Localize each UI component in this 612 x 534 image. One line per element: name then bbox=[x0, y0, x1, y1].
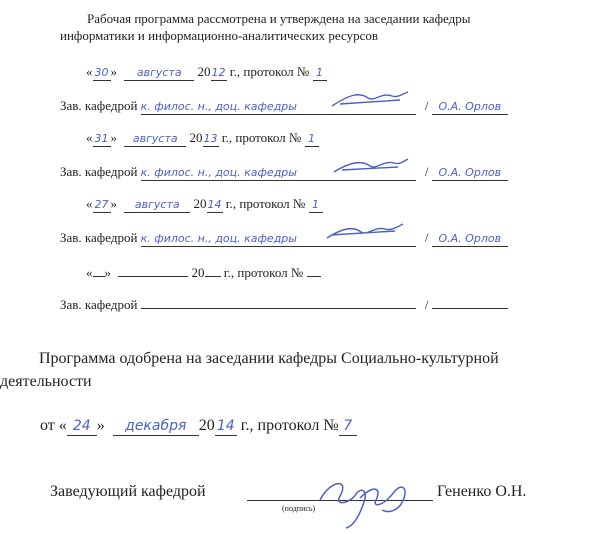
head-of-dept-label: Зав. кафедрой bbox=[60, 98, 138, 113]
head-of-dept-label: Зав. кафедрой bbox=[60, 297, 138, 312]
approval-text-line-1: Программа одобрена на заседании кафедры Социально-культурной bbox=[39, 350, 499, 367]
header-line-1: Рабочая программа рассмотрена и утверждена на заседании кафедры bbox=[87, 11, 471, 26]
approval-1-date-line: « 30 » августа 2012 г., протокол № 1 bbox=[86, 64, 327, 81]
approval-4-year bbox=[205, 262, 221, 277]
head-of-dept-label: Зав. кафедрой bbox=[60, 230, 138, 245]
approval-4-name bbox=[432, 294, 508, 309]
approval-4-month bbox=[118, 262, 188, 277]
approval-1-protocol: 1 bbox=[313, 66, 327, 81]
approval-4-title bbox=[141, 294, 416, 309]
approval-2-signature-icon bbox=[330, 154, 410, 178]
approval-3-protocol: 1 bbox=[309, 198, 323, 213]
approval2-protocol: 7 bbox=[339, 417, 357, 436]
head-of-dept-label: Зав. кафедрой bbox=[60, 164, 138, 179]
approval-2-year: 13 bbox=[203, 132, 218, 145]
approval-1-name: О.А. Орлов bbox=[432, 100, 508, 115]
approval-4-date-line: « » 20 г., протокол № bbox=[86, 262, 321, 281]
approval-4-day bbox=[93, 262, 105, 277]
header-line-2: информатики и информационно-аналитических ресурсов bbox=[60, 28, 379, 43]
approval-2-protocol: 1 bbox=[305, 132, 319, 147]
approval-1-head-line: Зав. кафедрой к. филос. н., доц. кафедры / О.А. Орлов bbox=[60, 98, 508, 115]
approval-3-head-line: Зав. кафедрой к. филос. н., доц. кафедры / О.А. Орлов bbox=[60, 230, 508, 247]
head-label: Заведующий кафедрой bbox=[50, 483, 206, 500]
approval-2-head-line: Зав. кафедрой к. филос. н., доц. кафедры / О.А. Орлов bbox=[60, 164, 508, 181]
approval2-month: декабря bbox=[113, 417, 199, 436]
approval-1-month: августа bbox=[124, 66, 194, 81]
approval-3-date-line: « 27 » августа 2014 г., протокол № 1 bbox=[86, 196, 323, 213]
approval-3-year: 14 bbox=[207, 198, 222, 211]
approval2-day: 24 bbox=[67, 417, 97, 436]
approval-4-head-line: Зав. кафедрой / bbox=[60, 294, 508, 313]
signature-caption: (подпись) bbox=[282, 504, 316, 513]
head-name: Гененко О.Н. bbox=[437, 483, 527, 500]
approval-2-month: августа bbox=[124, 132, 186, 147]
approval-3-day: 27 bbox=[94, 198, 109, 211]
approval-3-signature-icon bbox=[325, 220, 405, 244]
approval-1-year: 12 bbox=[211, 66, 226, 79]
approval-1-title: к. филос. н., доц. кафедры bbox=[141, 100, 416, 115]
approval-1-day: 30 bbox=[94, 66, 109, 79]
approval-text-line-2: деятельности bbox=[0, 373, 92, 390]
approval-2-name: О.А. Орлов bbox=[432, 166, 508, 181]
approval-2-date-line: « 31 » августа 2013 г., протокол № 1 bbox=[86, 130, 319, 147]
approval-1-signature-icon bbox=[330, 88, 410, 112]
approval-2-title: к. филос. н., доц. кафедры bbox=[141, 166, 416, 181]
approval2-date-line: от « 24 » декабря 20 14 г., протокол № 7 bbox=[40, 417, 357, 436]
approval-2-day: 31 bbox=[94, 132, 109, 145]
approval-4-protocol bbox=[307, 262, 321, 277]
approval-3-month: августа bbox=[124, 198, 190, 213]
approval2-year: 14 bbox=[215, 417, 237, 436]
head-signature-icon bbox=[310, 470, 420, 530]
approval-3-name: О.А. Орлов bbox=[432, 232, 508, 247]
approval-3-title: к. филос. н., доц. кафедры bbox=[141, 232, 416, 247]
